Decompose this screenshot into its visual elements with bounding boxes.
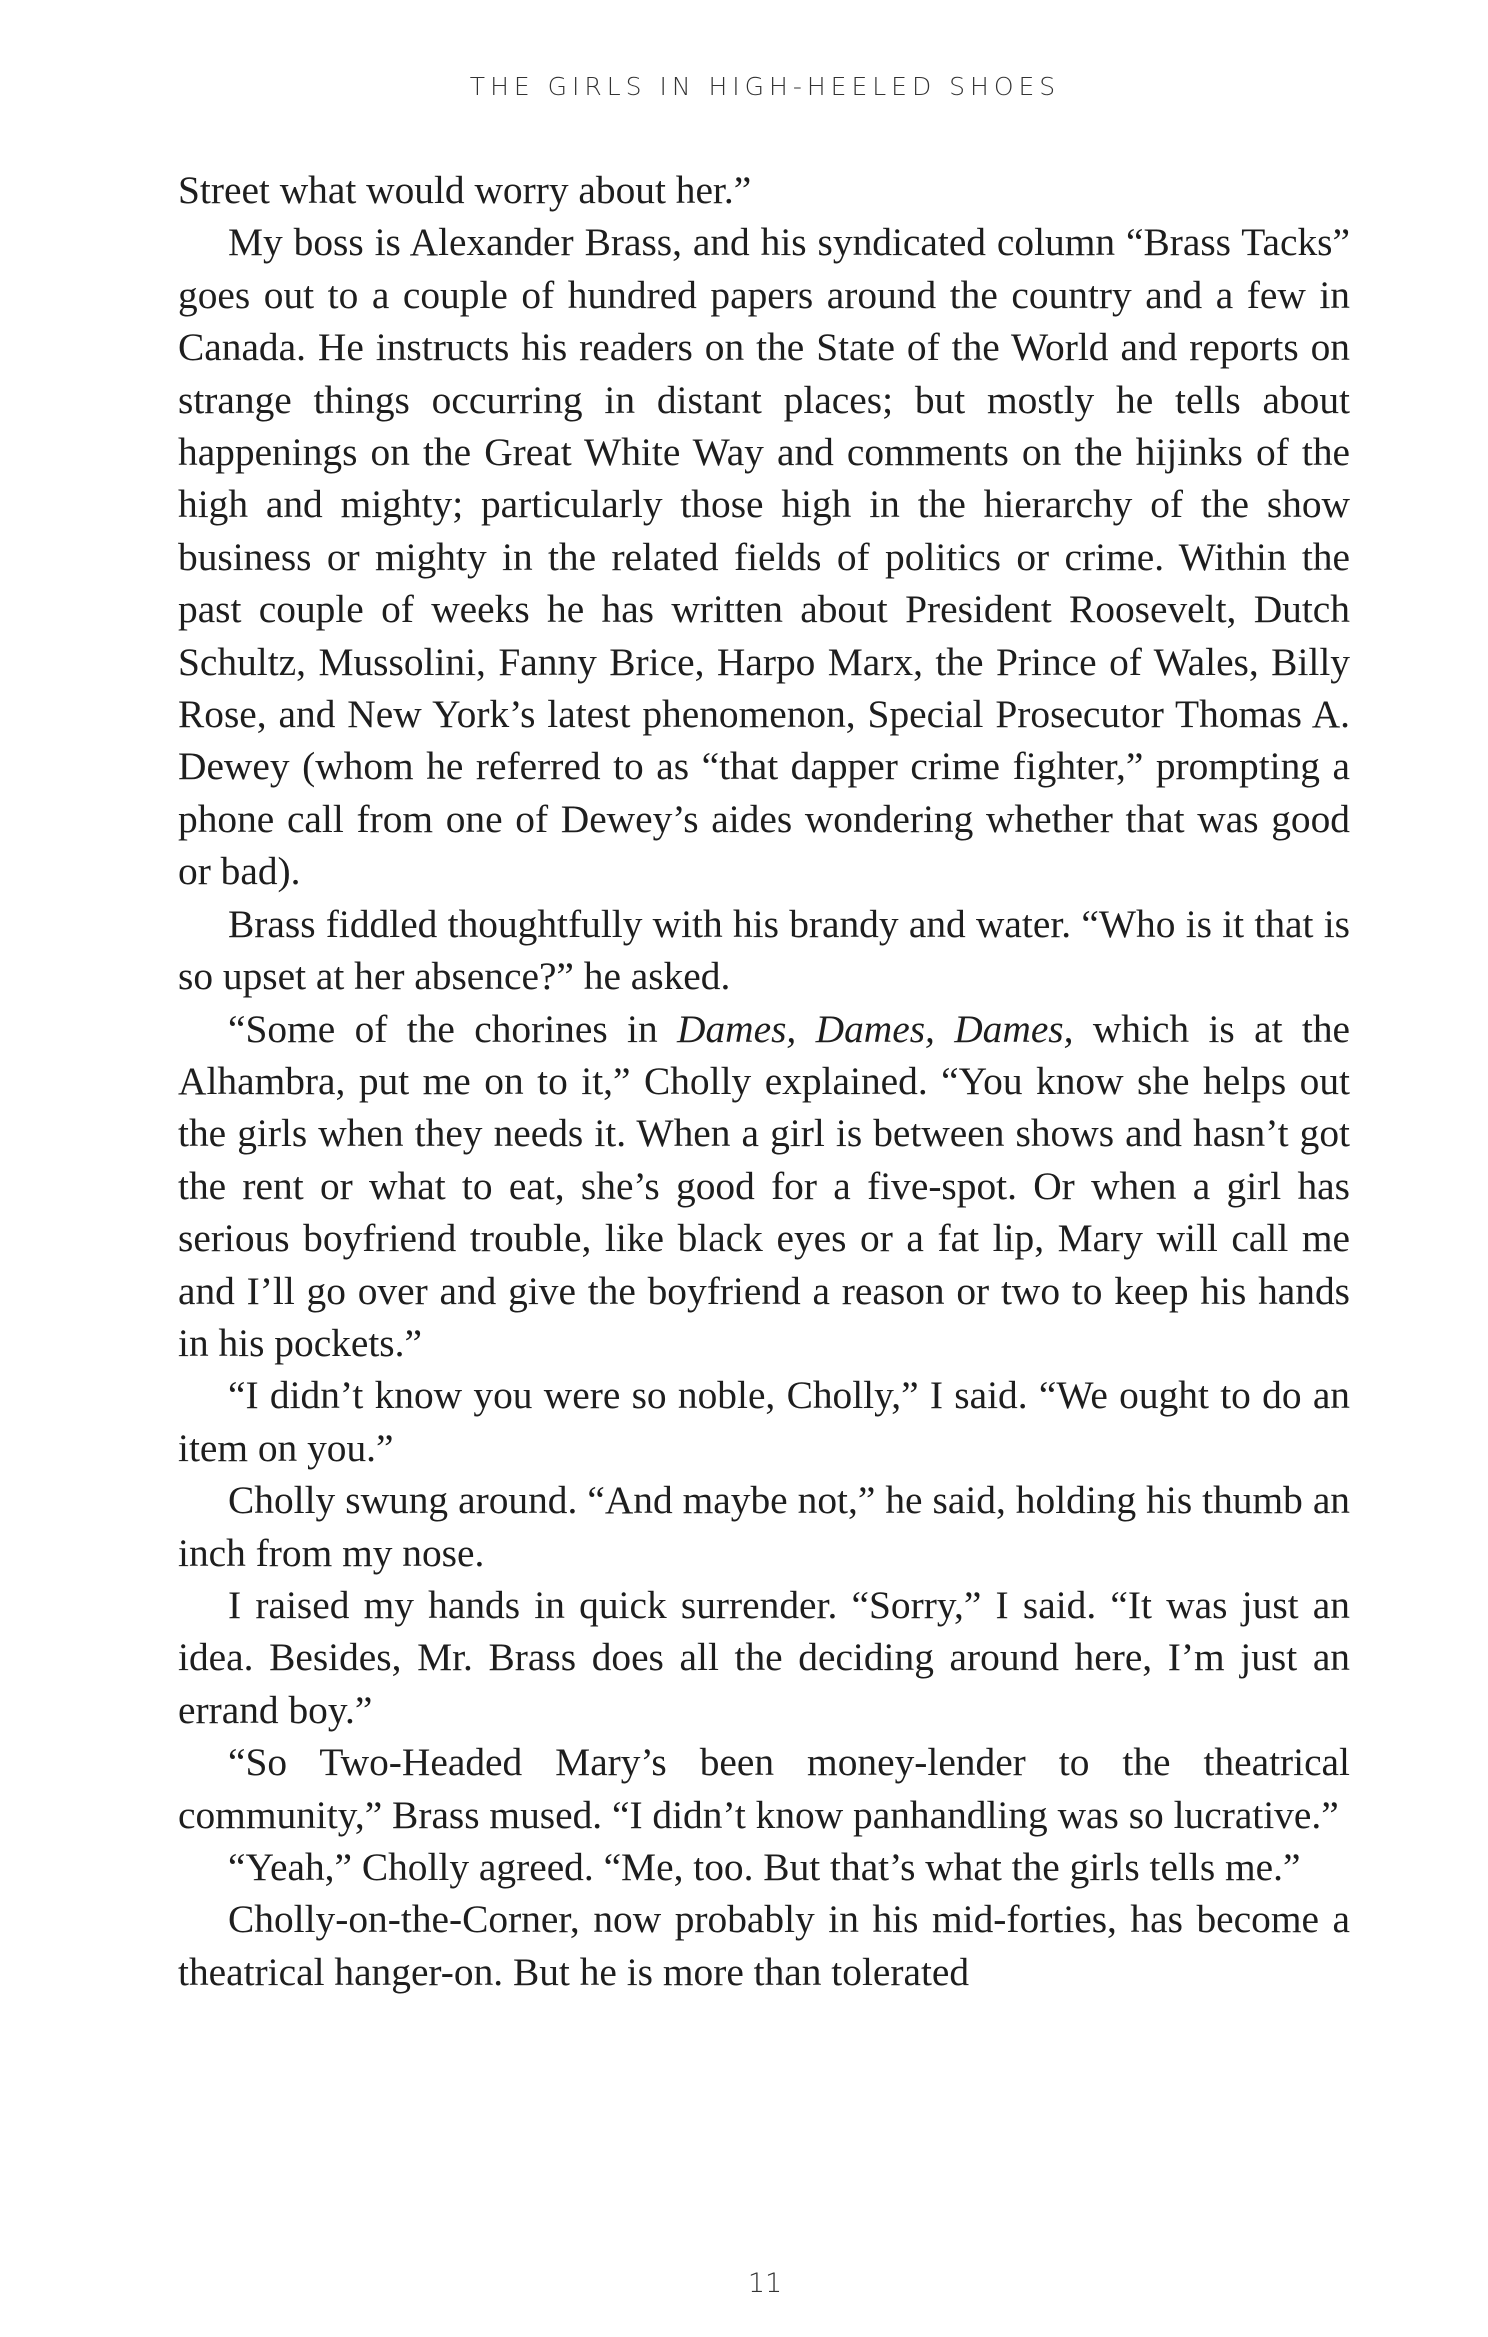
paragraph-6: Cholly swung around. “And maybe not,” he said, holding his thumb an inch from my nose.	[178, 1478, 1350, 1575]
paragraph-4	[178, 1003, 1350, 1370]
paragraph-8: “So Two-Headed Mary’s been money-lender to the theatrical community,” Brass mused. “I didn’t know panhandling was so lucrative.”	[178, 1740, 1350, 1837]
page-number: 11	[747, 2268, 783, 2299]
body-text	[178, 164, 1350, 1998]
paragraph-9: “Yeah,” Cholly agreed. “Me, too. But that’s what the girls tells me.”	[228, 1845, 1301, 1889]
paragraph-4-rest: which is at the Alhambra, put me on to it,” Cholly explained. “You know she helps out the girls when they needs it. When a girl is between shows and hasn’t got the rent or what to eat, she’s good for a five-spot. Or when a girl has serious boyfriend trouble, like black eyes or a fat lip, Mary will call me and I’ll go over and give the boyfriend a reason or two to keep his hands in his pockets.”	[178, 1006, 1350, 1365]
paragraph-4-lead: “Some of the chorines in	[228, 1006, 678, 1051]
paragraph-10: Cholly-on-the-Corner, now probably in his mid-forties, has become a theatrical hanger-on. But he is more than tolerated	[178, 1897, 1350, 1994]
paragraph-3: Brass fiddled thoughtfully with his brandy and water. “Who is it that is so upset at her absence?” he asked.	[178, 901, 1350, 999]
paragraph-7: I raised my hands in quick surrender. “Sorry,” I said. “It was just an idea. Besides, Mr. Brass does all the deciding around here, I’m just an errand boy.”	[178, 1582, 1350, 1732]
paragraph-2: My boss is Alexander Brass, and his syndicated column “Brass Tacks” goes out to a couple of hundred papers around the country and a few in Canada. He instructs his readers on the State of the World and reports on strange things occurring in distant places; but mostly he tells about happenings on the Great White Way and comments on the hijinks of the high and mighty; particularly those high in the hierarchy of the show business or mighty in the related fields of politics or crime. Within the past couple of weeks he has written about President Roosevelt, Dutch Schultz, Mussolini, Fanny Brice, Harpo Marx, the Prince of Wales, Billy Rose, and New York’s latest phenomenon, Special Prosecutor Thomas A. Dewey (whom he referred to as “that dapper crime fighter,” prompting a phone call from one of Dewey’s aides wondering whether that was good or bad).	[178, 220, 1350, 894]
running-head: THE GIRLS IN HIGH-HEELED SHOES	[469, 72, 1061, 101]
paragraph-1: Street what would worry about her.”	[178, 168, 752, 212]
paragraph-5: “I didn’t know you were so noble, Cholly,” I said. “We ought to do an item on you.”	[178, 1373, 1350, 1470]
show-title: Dames, Dames, Dames,	[677, 1006, 1074, 1051]
